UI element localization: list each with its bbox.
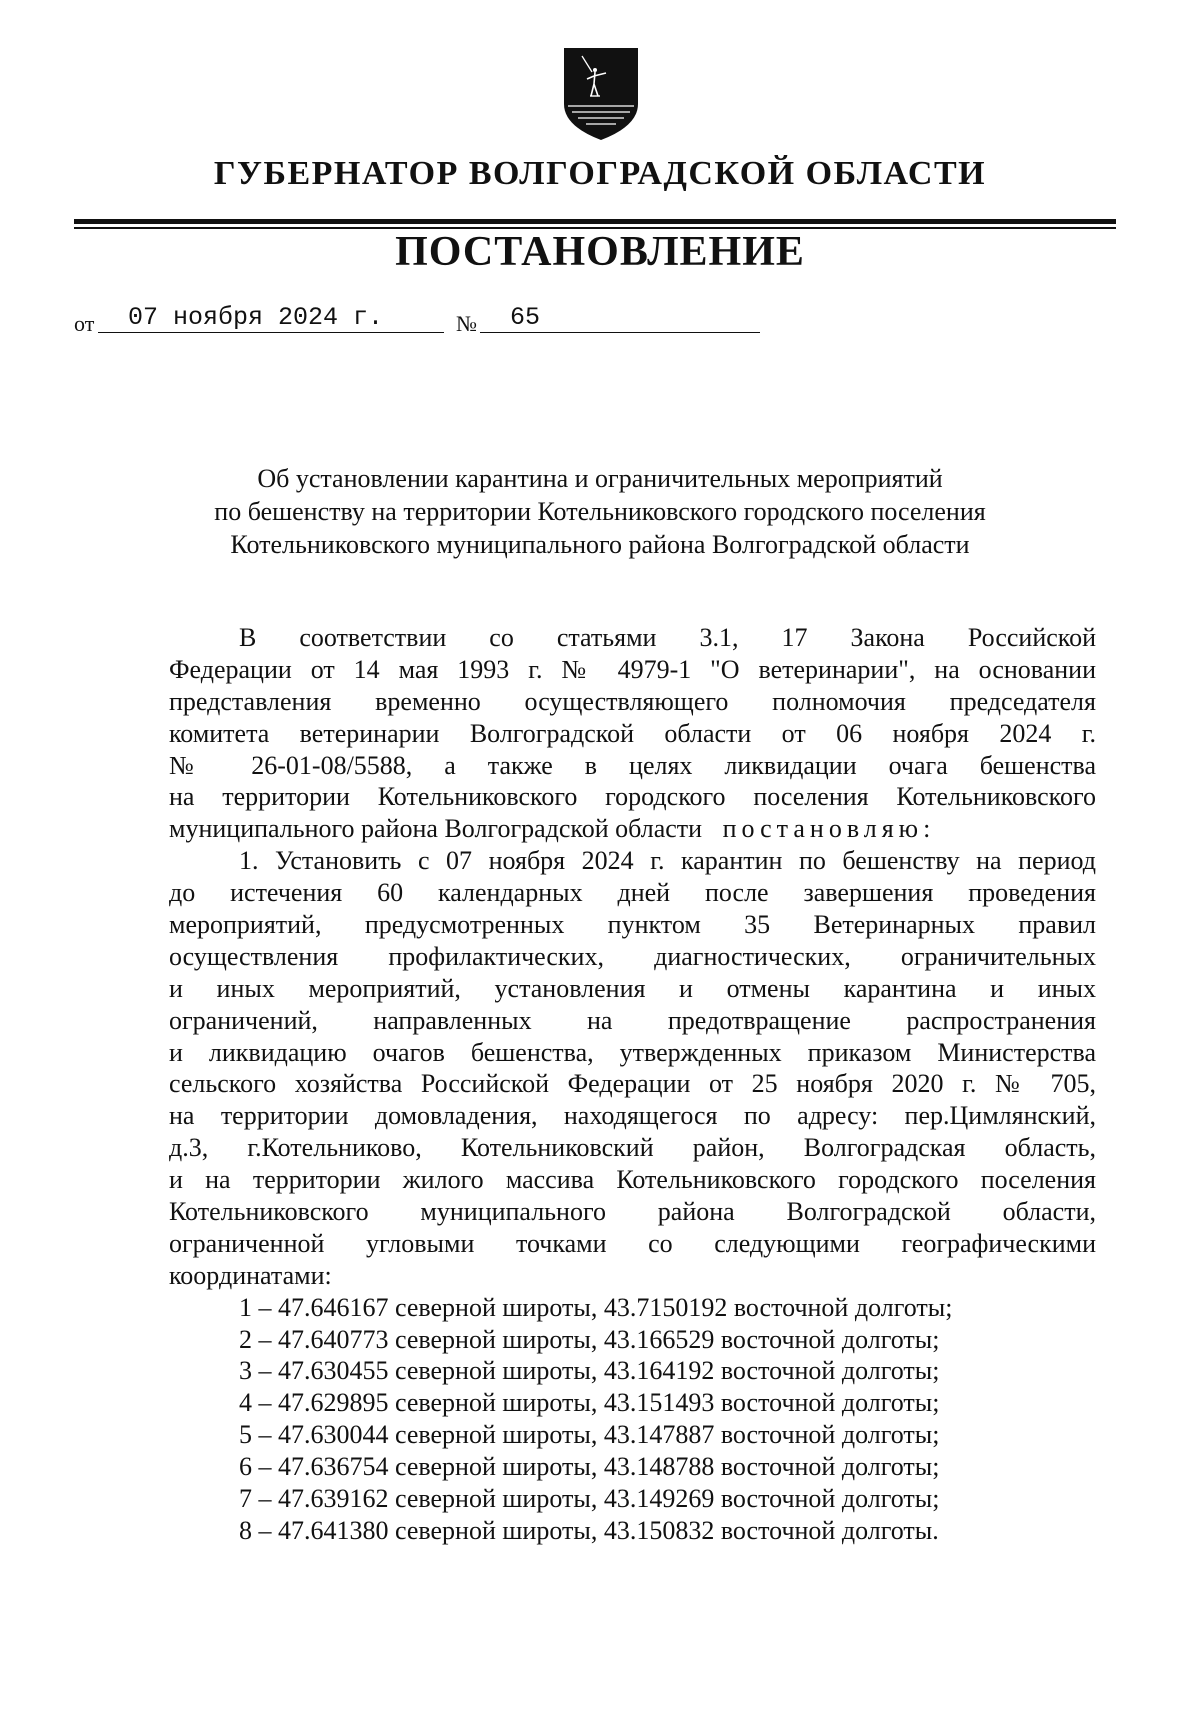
document-subject — [120, 462, 1080, 561]
preamble-line: Федерации от 14 мая 1993 г. № 4979-1 "О ветеринарии", на основании — [169, 654, 1096, 684]
coordinate-item: 6 – 47.636754 северной широты, 43.148788 восточной долготы; — [239, 1452, 940, 1482]
clause-line: и ликвидацию очагов бешенства, утвержденных приказом Министерства — [169, 1037, 1096, 1067]
clause-line: на территории домовладения, находящегося по адресу: пер.Цимлянский, — [169, 1101, 1096, 1131]
coordinates-list — [169, 1292, 1096, 1547]
authority-title: ГУБЕРНАТОР ВОЛГОГРАДСКОЙ ОБЛАСТИ — [213, 155, 987, 192]
clause-line: мероприятий, предусмотренных пунктом 35 Ветеринарных правил — [169, 910, 1096, 940]
document-type-title: ПОСТАНОВЛЕНИЕ — [395, 229, 805, 275]
volgograd-coat-of-arms-icon — [562, 46, 640, 142]
preamble-line-text: муниципального района Волгоградской области — [169, 814, 703, 844]
number-field: 65 — [480, 303, 760, 333]
subject-line: Котельниковского муниципального района Волгоградской области — [230, 530, 970, 559]
clause-line: и на территории жилого массива Котельниковского городского поселения — [169, 1165, 1096, 1195]
clause-line: и иных мероприятий, установления и отмены карантина и иных — [169, 973, 1096, 1003]
clause-line: ограничений, направленных на предотвращение распространения — [169, 1005, 1096, 1035]
coordinate-item: 5 – 47.630044 северной широты, 43.147887 восточной долготы; — [239, 1420, 940, 1450]
document-body — [169, 622, 1096, 1547]
coordinate-item: 1 – 47.646167 северной широты, 43.7150192 восточной долготы; — [239, 1292, 953, 1322]
clause-line: до истечения 60 календарных дней после завершения проведения — [169, 878, 1096, 908]
preamble-line: В соответствии со статьями 3.1, 17 Закона Российской — [239, 623, 1096, 652]
preamble-line: комитета ветеринарии Волгоградской области от 06 ноября 2024 г. — [169, 718, 1096, 748]
clause-line: координатами: — [169, 1260, 332, 1290]
coordinate-item: 3 – 47.630455 северной широты, 43.164192 восточной долготы; — [239, 1356, 940, 1386]
coordinate-item: 7 – 47.639162 северной широты, 43.149269 восточной долготы; — [239, 1484, 940, 1514]
clause-line: осуществления профилактических, диагностических, ограничительных — [169, 941, 1096, 971]
date-field: 07 ноября 2024 г. — [98, 303, 444, 333]
clause-line: ограниченной угловыми точками со следующими географическими — [169, 1228, 1096, 1258]
subject-line: по бешенству на территории Котельниковского городского поселения — [214, 497, 986, 526]
decree-word: постановляю: — [722, 814, 936, 844]
clause-line: Котельниковского муниципального района Волгоградской области, — [169, 1197, 1096, 1227]
coordinate-item: 8 – 47.641380 северной широты, 43.150832 восточной долготы. — [239, 1515, 939, 1545]
coordinate-item: 4 – 47.629895 северной широты, 43.151493 восточной долготы; — [239, 1388, 940, 1418]
date-label: от — [74, 311, 95, 336]
clause-line: 1. Установить с 07 ноября 2024 г. карантин по бешенству на период — [239, 846, 1096, 876]
number-label: № — [456, 311, 477, 336]
clause-line: д.3, г.Котельниково, Котельниковский район, Волгоградская область, — [169, 1133, 1096, 1163]
subject-line: Об установлении карантина и ограничительных мероприятий — [257, 464, 943, 493]
clause-line: сельского хозяйства Российской Федерации от 25 ноября 2020 г. № 705, — [169, 1069, 1096, 1099]
preamble-line: на территории Котельниковского городского поселения Котельниковского — [169, 782, 1096, 812]
header-divider-thick — [74, 219, 1116, 224]
preamble-line: № 26-01-08/5588, а также в целях ликвидации очага бешенства — [169, 750, 1096, 780]
coordinate-item: 2 – 47.640773 северной широты, 43.166529 восточной долготы; — [239, 1324, 940, 1354]
preamble-line: представления временно осуществляющего полномочия председателя — [169, 686, 1096, 716]
preamble-last-line — [169, 813, 1096, 845]
